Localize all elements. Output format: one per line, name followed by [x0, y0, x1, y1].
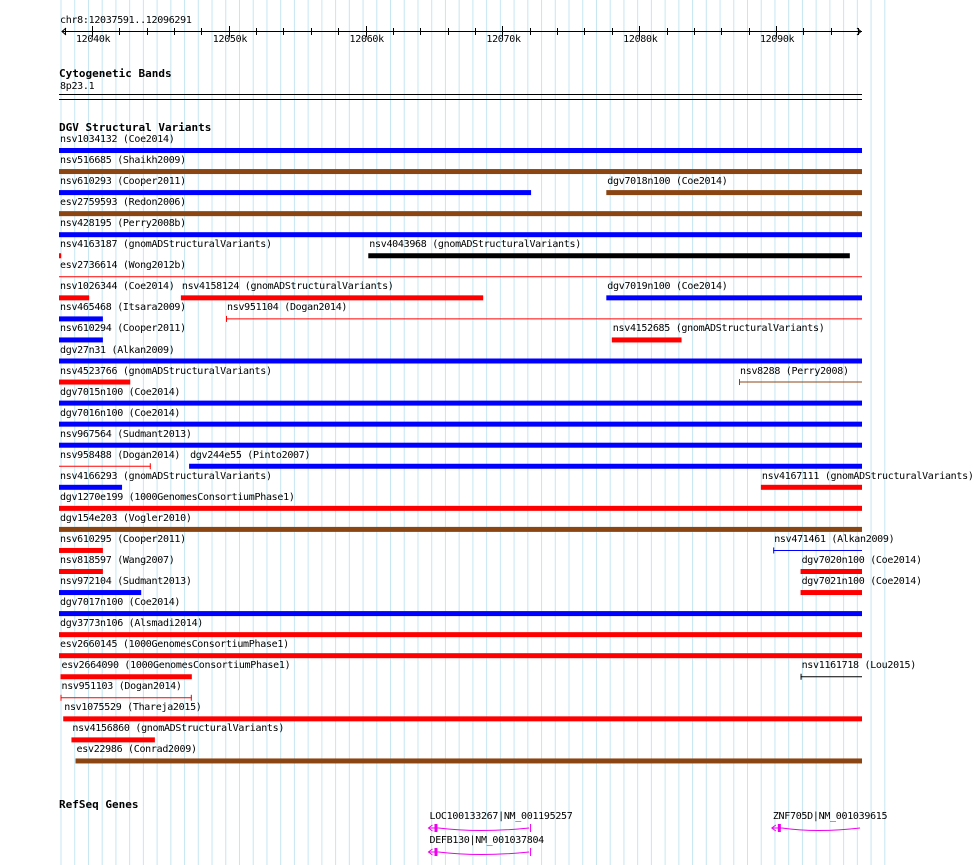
dgv-variant-label[interactable]: dgv7020n100 (Coe2014): [801, 555, 922, 566]
refseq-track-title[interactable]: RefSeq Genes: [59, 798, 139, 811]
dgv-variant-bar: [59, 401, 862, 406]
gene-intron: [428, 828, 529, 831]
dgv-variant-bar: [606, 295, 862, 300]
dgv-variant-label[interactable]: dgv27n31 (Alkan2009): [60, 344, 175, 356]
dgv-variant-label[interactable]: nsv4158124 (gnomADStructuralVariants): [181, 281, 394, 293]
dgv-variant-label[interactable]: nsv4167111 (gnomADStructuralVariants): [761, 470, 974, 482]
dgv-variant-label[interactable]: esv22986 (Conrad2009): [76, 744, 197, 756]
gene-exon: [434, 848, 437, 856]
dgv-variant-label[interactable]: dgv244e55 (Pinto2007): [190, 449, 311, 461]
refseq-gene-label[interactable]: DEFB130|NM_001037804: [429, 835, 544, 846]
dgv-variant-label[interactable]: dgv7018n100 (Coe2014): [607, 176, 728, 188]
dgv-variant-label[interactable]: nsv1161718 (Lou2015): [801, 660, 916, 672]
refseq-gene-label[interactable]: ZNF705D|NM_001039615: [772, 811, 888, 822]
dgv-variant-bar: [63, 716, 862, 721]
dgv-variant-bar: [76, 758, 862, 763]
cytoband-track-title[interactable]: Cytogenetic Bands: [59, 67, 172, 80]
dgv-variant-label[interactable]: nsv4152685 (gnomADStructuralVariants): [612, 323, 825, 335]
dgv-track-title[interactable]: DGV Structural Variants: [59, 121, 212, 134]
dgv-variant-bar: [59, 148, 862, 153]
gene-intron: [772, 828, 860, 831]
dgv-variant-label[interactable]: dgv7021n100 (Coe2014): [801, 576, 922, 588]
dgv-variant-label[interactable]: nsv610294 (Cooper2011): [60, 323, 186, 335]
refseq-features: [428, 824, 860, 856]
dgv-variant-label[interactable]: nsv1026344 (Coe2014): [60, 281, 175, 293]
dgv-variant-label[interactable]: dgv1270e199 (1000GenomesConsortiumPhase1): [60, 491, 295, 503]
ruler-tick-label: 12070k: [486, 34, 521, 45]
dgv-variant-bar: [59, 316, 103, 321]
dgv-variant-label[interactable]: nsv1034132 (Coe2014): [60, 134, 175, 145]
dgv-variant-bar: [59, 548, 103, 553]
dgv-variant-bar: [60, 674, 191, 679]
dgv-variant-label[interactable]: nsv4043968 (gnomADStructuralVariants): [369, 239, 581, 251]
dgv-variant-bar: [59, 232, 862, 237]
dgv-variant-label[interactable]: nsv610293 (Cooper2011): [60, 176, 186, 188]
dgv-variant-bar: [59, 632, 862, 637]
dgv-variant-bar: [612, 337, 682, 342]
dgv-variant-label[interactable]: nsv972104 (Sudmant2013): [60, 576, 192, 588]
gene-intron: [428, 852, 529, 855]
dgv-variant-bar: [59, 506, 862, 511]
dgv-variant-bar: [59, 190, 531, 195]
ruler-tick-label: 12060k: [349, 34, 384, 45]
dgv-variant-label[interactable]: esv2664090 (1000GenomesConsortiumPhase1): [61, 660, 291, 672]
dgv-variant-label[interactable]: dgv7019n100 (Coe2014): [607, 281, 728, 293]
dgv-variant-bar: [59, 211, 862, 216]
dgv-variant-label[interactable]: nsv1075529 (Thareja2015): [64, 702, 202, 714]
dgv-variant-label[interactable]: esv2759593 (Redon2006): [60, 197, 186, 209]
ruler-tick-label: 12040k: [75, 34, 111, 45]
dgv-variant-label[interactable]: nsv428195 (Perry2008b): [60, 218, 186, 230]
dgv-features: [59, 148, 862, 763]
dgv-variant-label[interactable]: dgv7015n100 (Coe2014): [60, 386, 181, 398]
dgv-variant-bar: [59, 169, 862, 174]
dgv-variant-bar: [71, 737, 154, 742]
dgv-variant-label[interactable]: dgv154e203 (Vogler2010): [60, 512, 192, 524]
dgv-variant-label[interactable]: nsv967564 (Sudmant2013): [60, 428, 192, 440]
ruler: [62, 26, 862, 37]
dgv-variant-label[interactable]: nsv4523766 (gnomADStructuralVariants): [60, 365, 272, 377]
dgv-variant-bar: [368, 253, 850, 258]
dgv-variant-label[interactable]: nsv4166293 (gnomADStructuralVariants): [60, 470, 272, 482]
dgv-variant-label[interactable]: dgv7017n100 (Coe2014): [60, 597, 181, 609]
dgv-variant-bar: [59, 359, 862, 364]
dgv-variant-label[interactable]: nsv610295 (Cooper2011): [60, 533, 186, 545]
dgv-variant-label[interactable]: dgv3773n106 (Alsmadi2014): [60, 618, 204, 630]
dgv-variant-bar: [59, 569, 103, 574]
dgv-variant-label[interactable]: nsv951103 (Dogan2014): [61, 681, 182, 693]
ruler-location: chr8:12037591..12096291: [60, 15, 192, 26]
dgv-variant-bar: [59, 422, 862, 427]
gene-exon: [434, 824, 437, 832]
dgv-variant-bar: [801, 590, 862, 595]
dgv-variant-label[interactable]: esv2736614 (Wong2012b): [60, 260, 186, 272]
dgv-variant-bar: [189, 464, 862, 469]
dgv-variant-label[interactable]: nsv4156860 (gnomADStructuralVariants): [72, 723, 285, 735]
dgv-variant-bar: [59, 527, 862, 532]
dgv-variant-label[interactable]: nsv465468 (Itsara2009): [60, 302, 186, 314]
dgv-variant-label[interactable]: nsv516685 (Shaikh2009): [60, 155, 186, 167]
ruler-tick-label: 12090k: [759, 34, 795, 45]
dgv-variant-bar: [59, 611, 862, 616]
cytoband-label[interactable]: 8p23.1: [60, 81, 95, 92]
dgv-variant-label[interactable]: nsv4163187 (gnomADStructuralVariants): [60, 239, 272, 251]
dgv-variant-label[interactable]: nsv818597 (Wang2007): [60, 555, 175, 566]
dgv-variant-label[interactable]: nsv471461 (Alkan2009): [774, 533, 895, 545]
ruler-tick-label: 12080k: [623, 34, 658, 45]
refseq-gene-label[interactable]: LOC100133267|NM_001195257: [429, 811, 573, 822]
dgv-variant-bar: [59, 253, 61, 258]
dgv-variant-bar: [761, 485, 862, 490]
dgv-variant-bar: [59, 485, 122, 490]
dgv-variant-bar: [181, 295, 483, 300]
dgv-variant-bar: [801, 569, 862, 574]
dgv-variant-label[interactable]: nsv951104 (Dogan2014): [227, 302, 348, 314]
dgv-variant-bar: [59, 590, 141, 595]
dgv-variant-bar: [59, 337, 103, 342]
dgv-variant-label[interactable]: nsv958488 (Dogan2014): [60, 449, 181, 461]
dgv-variant-bar: [606, 190, 862, 195]
dgv-variant-label[interactable]: esv2660145 (1000GenomesConsortiumPhase1): [60, 639, 289, 651]
dgv-variant-label[interactable]: dgv7016n100 (Coe2014): [60, 407, 181, 419]
dgv-variant-bar: [59, 295, 89, 300]
dgv-variant-bar: [59, 653, 862, 658]
dgv-variant-bar: [59, 443, 862, 448]
ruler-tick-label: 12050k: [212, 34, 248, 45]
dgv-variant-label[interactable]: nsv8288 (Perry2008): [740, 365, 849, 377]
dgv-variant-bar: [59, 380, 130, 385]
gene-exon: [778, 824, 781, 832]
